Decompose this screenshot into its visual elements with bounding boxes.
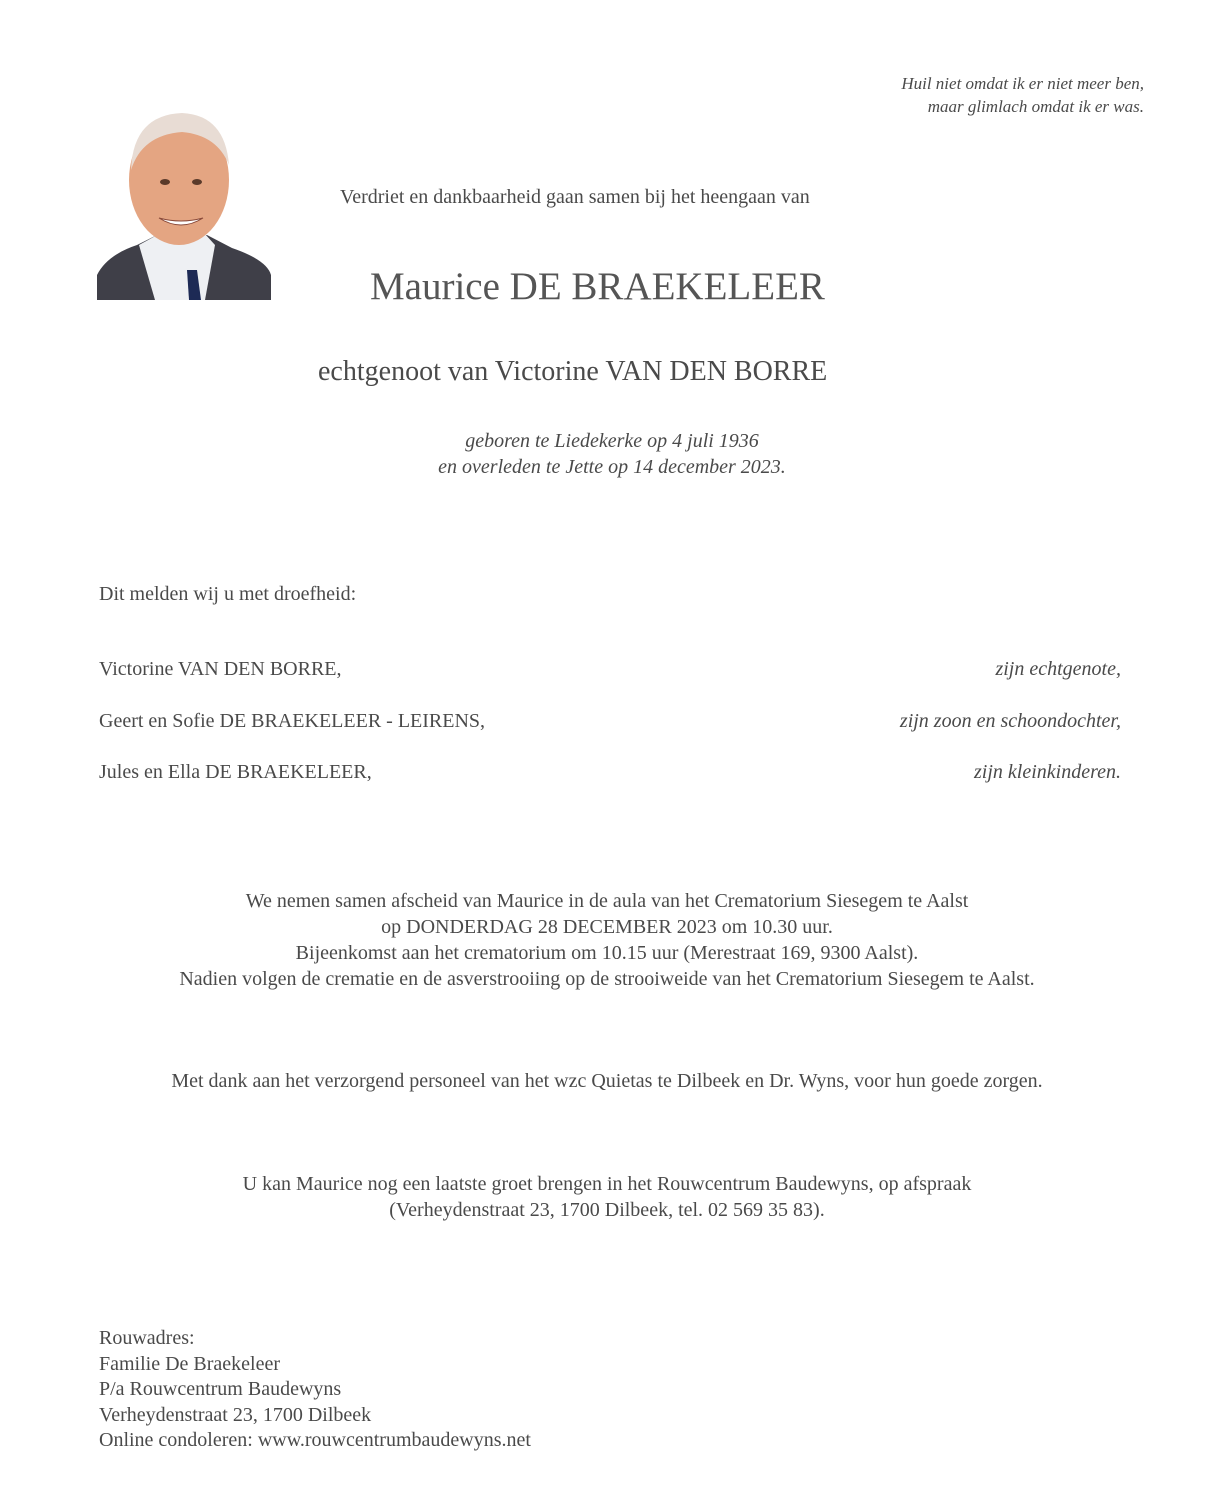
relative-row: Jules en Ella DE BRAEKELEER, zijn kleinkinderen. bbox=[99, 761, 1121, 783]
birth-death-dates: geboren te Liedekerke op 4 juli 1936 en overleden te Jette op 14 december 2023. bbox=[438, 430, 786, 478]
relative-row: Geert en Sofie DE BRAEKELEER - LEIRENS, zijn zoon en schoondochter, bbox=[99, 710, 1121, 732]
visit-info: U kan Maurice nog een laatste groet brengen in het Rouwcentrum Baudewyns, op afspraak (Verheydenstraat 23, 1700 Dilbeek, tel. 02 569 35 83). bbox=[242, 1173, 972, 1221]
intro-text: Verdriet en dankbaarheid gaan samen bij het heengaan van bbox=[340, 186, 810, 208]
spouse-line: echtgenoot van Victorine VAN DEN BORRE bbox=[318, 356, 828, 387]
relative-row: Victorine VAN DEN BORRE, zijn echtgenote, bbox=[99, 658, 1121, 680]
announce-text: Dit melden wij u met droefheid: bbox=[99, 583, 357, 605]
deceased-name: Maurice DE BRAEKELEER bbox=[370, 265, 825, 308]
ceremony-info: We nemen samen afscheid van Maurice in de aula van het Crematorium Siesegem te Aalst op DONDERDAG 28 DECEMBER 2023 om 10.30 uur. Bijeenkomst aan het crematorium om 10.15 uur (Merestraat 169, 9300 Aalst). Nadien volgen de crematie en de asverstrooiing op de strooiweide van het Crematorium Siesegem te Aalst. bbox=[179, 890, 1035, 990]
mourning-address: Rouwadres: Familie De Braekeleer P/a Rouwcentrum Baudewyns Verheydenstraat 23, 1700 Dilbeek Online condoleren: www.rouwcentrumbaudewyns.net bbox=[99, 1327, 531, 1451]
quote: Huil niet omdat ik er niet meer ben, maar glimlach omdat ik er was. bbox=[901, 74, 1144, 116]
portrait-photo bbox=[97, 110, 271, 300]
thanks-text: Met dank aan het verzorgend personeel van het wzc Quietas te Dilbeek en Dr. Wyns, voor hun goede zorgen. bbox=[171, 1070, 1043, 1092]
